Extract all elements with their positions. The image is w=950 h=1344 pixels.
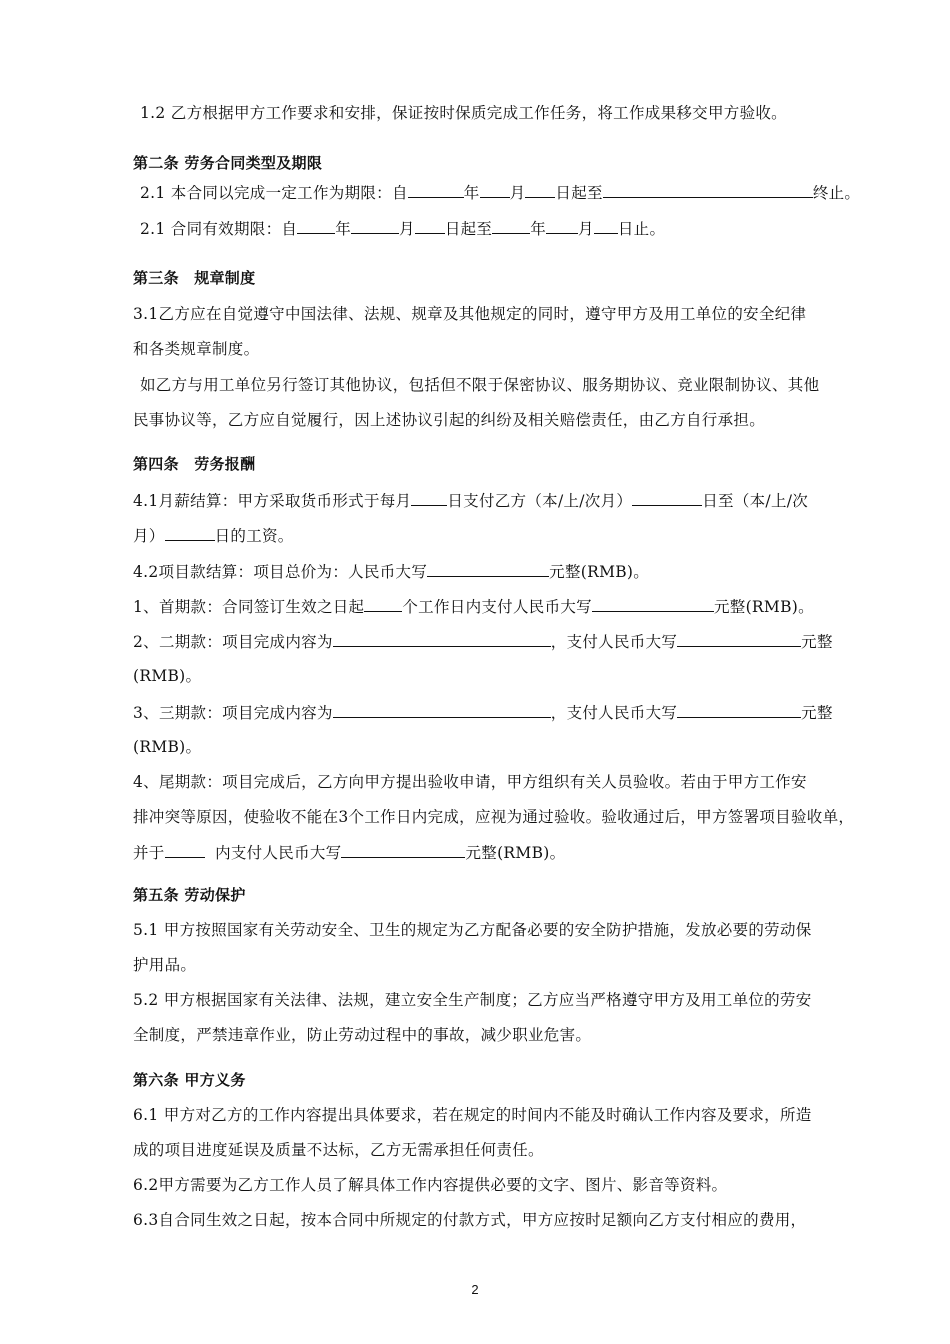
blank-field[interactable]	[408, 182, 464, 198]
blank-field[interactable]	[546, 218, 578, 234]
page-number: 2	[471, 1282, 479, 1297]
payment-3-line2: (RMB)。	[133, 738, 202, 756]
clause-6-3: 6.3自合同生效之日起，按本合同中所规定的付款方式，甲方应按时足额向乙方支付相应的费用，	[133, 1211, 807, 1229]
clause-4-1-line2: 月） 日的工资。	[133, 527, 294, 545]
blank-field[interactable]	[603, 182, 813, 198]
clause-5-1-line2: 护用品。	[133, 956, 197, 974]
clause-6-1-line1: 6.1 甲方对乙方的工作内容提出具体要求，若在规定的时间内不能及时确认工作内容及要求，所造	[133, 1106, 812, 1124]
clause-6-1-line2: 成的项目进度延误及质量不达标，乙方无需承担任何责任。	[133, 1141, 544, 1159]
section-heading-3: 第三条 规章制度	[133, 269, 256, 287]
clause-4-1-line1: 4.1月薪结算：甲方采取货币形式于每月 日支付乙方（本/上/次月） 日至（本/上/次	[133, 492, 809, 510]
payment-4-line2: 排冲突等原因，使验收不能在3个工作日内完成，应视为通过验收。验收通过后，甲方签署项目验收单，	[133, 808, 855, 826]
blank-field[interactable]	[411, 490, 447, 506]
clause-3-1-line1: 3.1乙方应在自觉遵守中国法律、法规、规章及其他规定的同时，遵守甲方及用工单位的安全纪律	[133, 305, 807, 323]
section-heading-5: 第五条 劳动保护	[133, 886, 246, 904]
section-heading-2: 第二条 劳务合同类型及期限	[133, 154, 323, 172]
clause-5-1-line1: 5.1 甲方按照国家有关劳动安全、卫生的规定为乙方配备必要的安全防护措施，发放必要的劳动保	[133, 921, 812, 939]
payment-2-line2: (RMB)。	[133, 667, 202, 685]
blank-field[interactable]	[525, 182, 555, 198]
clause-5-2-line1: 5.2 甲方根据国家有关法律、法规，建立安全生产制度；乙方应当严格遵守甲方及用工单位的劳安	[133, 991, 812, 1009]
clause-4-2: 4.2项目款结算：项目总价为：人民币大写 元整(RMB)。	[133, 563, 650, 581]
clause-3-1-line2: 和各类规章制度。	[133, 340, 260, 358]
blank-field[interactable]	[594, 218, 618, 234]
blank-field[interactable]	[341, 842, 465, 858]
clause-3-2-line2: 民事协议等，乙方应自觉履行，因上述协议引起的纠纷及相关赔偿责任，由乙方自行承担。	[133, 411, 766, 429]
blank-field[interactable]	[364, 596, 402, 612]
blank-field[interactable]	[297, 218, 335, 234]
section-heading-6: 第六条 甲方义务	[133, 1071, 246, 1089]
payment-3-line1: 3、三期款：项目完成内容为 ，支付人民币大写 元整	[133, 704, 833, 722]
blank-field[interactable]	[165, 525, 215, 541]
clause-1-2: 1.2 乙方根据甲方工作要求和安排，保证按时保质完成工作任务，将工作成果移交甲方验收。	[140, 104, 787, 122]
blank-field[interactable]	[592, 596, 714, 612]
clause-2-1-term: 2.1 本合同以完成一定工作为期限：自 年 月 日起至 终止。	[140, 184, 861, 202]
payment-1: 1、首期款：合同签订生效之日起 个工作日内支付人民币大写 元整(RMB)。	[133, 598, 814, 616]
clause-3-2-line1: 如乙方与用工单位另行签订其他协议，包括但不限于保密协议、服务期协议、竞业限制协议、其他	[140, 376, 820, 394]
clause-6-2: 6.2甲方需要为乙方工作人员了解具体工作内容提供必要的文字、图片、影音等资料。	[133, 1176, 728, 1194]
blank-field[interactable]	[677, 702, 801, 718]
blank-field[interactable]	[480, 182, 510, 198]
payment-4-line1: 4、尾期款：项目完成后，乙方向甲方提出验收申请，甲方组织有关人员验收。若由于甲方工作安	[133, 773, 807, 791]
blank-field[interactable]	[427, 561, 549, 577]
blank-field[interactable]	[333, 631, 551, 647]
clause-2-1-validity: 2.1 合同有效期限：自 年 月 日起至 年 月 日止。	[140, 220, 666, 238]
payment-2-line1: 2、二期款：项目完成内容为 ，支付人民币大写 元整	[133, 633, 833, 651]
blank-field[interactable]	[677, 631, 801, 647]
blank-field[interactable]	[351, 218, 399, 234]
blank-field[interactable]	[333, 702, 551, 718]
blank-field[interactable]	[632, 490, 702, 506]
blank-field[interactable]	[165, 842, 205, 858]
payment-4-line3: 并于 内支付人民币大写 元整(RMB)。	[133, 844, 566, 862]
blank-field[interactable]	[492, 218, 530, 234]
section-heading-4: 第四条 劳务报酬	[133, 455, 256, 473]
blank-field[interactable]	[415, 218, 445, 234]
clause-5-2-line2: 全制度，严禁违章作业，防止劳动过程中的事故，减少职业危害。	[133, 1026, 592, 1044]
